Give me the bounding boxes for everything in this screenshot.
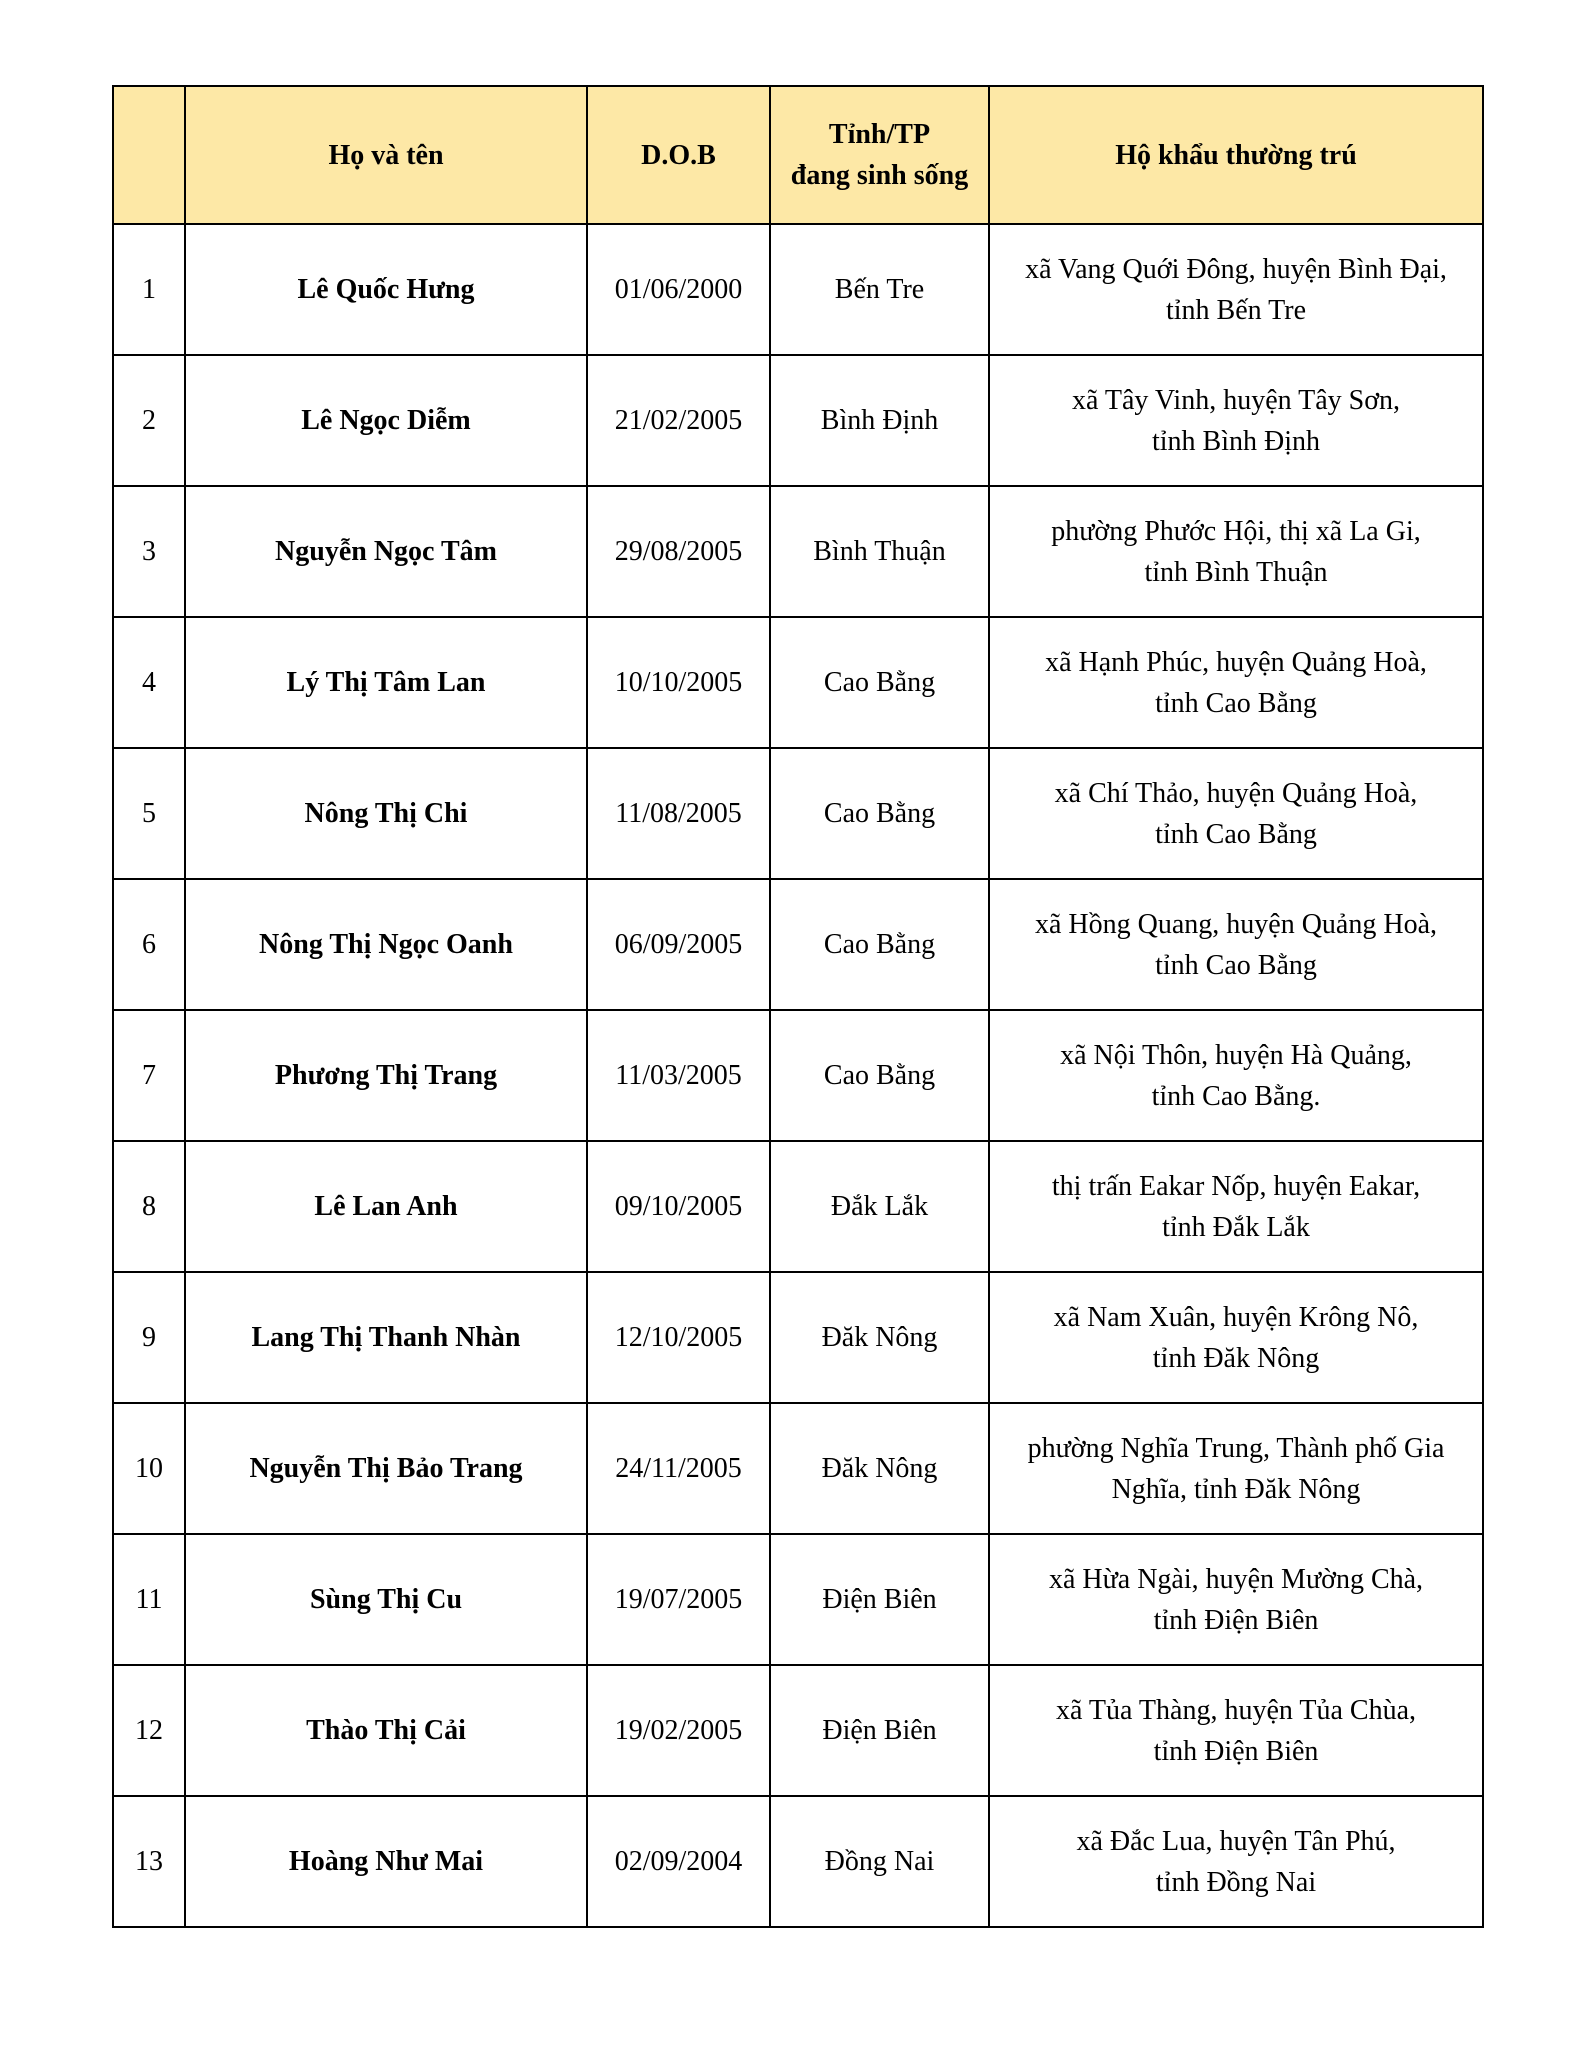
header-row [113,86,1483,224]
cell-address [989,1010,1483,1141]
cell-stt: 2 [113,355,185,486]
address-line2: tỉnh Bến Tre [1165,294,1307,326]
cell-name: Nông Thị Ngọc Oanh [185,879,587,1010]
address-line2: Nghĩa, tỉnh Đăk Nông [1111,1473,1361,1505]
address-line2: tỉnh Cao Bằng [1155,949,1317,981]
cell-province: Điện Biên [770,1534,989,1665]
cell-name: Hoàng Như Mai [185,1796,587,1927]
table-row [113,355,1483,486]
table-row [113,1403,1483,1534]
cell-stt: 11 [113,1534,185,1665]
cell-address [989,1141,1483,1272]
cell-stt: 13 [113,1796,185,1927]
cell-name: Lê Quốc Hưng [185,224,587,355]
address-line1: xã Tủa Thàng, huyện Tủa Chùa, [1055,1694,1417,1726]
address-line1: xã Nội Thôn, huyện Hà Quảng, [1060,1039,1412,1071]
address-line1: thị trấn Eakar Nốp, huyện Eakar, [1051,1170,1421,1202]
address-line1: xã Vang Quới Đông, huyện Bình Đại, [1025,253,1447,285]
cell-stt: 10 [113,1403,185,1534]
cell-address [989,748,1483,879]
cell-address [989,486,1483,617]
cell-stt: 1 [113,224,185,355]
table-row [113,748,1483,879]
header-stt [113,86,185,224]
cell-dob: 12/10/2005 [587,1272,770,1403]
header-province-line1: Tỉnh/TP [828,119,931,150]
cell-stt: 6 [113,879,185,1010]
cell-stt: 7 [113,1010,185,1141]
table-row [113,1272,1483,1403]
cell-stt: 9 [113,1272,185,1403]
header-dob: D.O.B [587,86,770,224]
address-line2: tỉnh Điện Biên [1153,1604,1319,1636]
cell-province: Cao Bằng [770,748,989,879]
cell-dob: 11/08/2005 [587,748,770,879]
cell-province: Bến Tre [770,224,989,355]
cell-dob: 29/08/2005 [587,486,770,617]
roster-table [112,85,1484,1928]
cell-address [989,1534,1483,1665]
cell-name: Thào Thị Cải [185,1665,587,1796]
header-address: Hộ khẩu thường trú [989,86,1483,224]
cell-stt: 5 [113,748,185,879]
cell-address [989,355,1483,486]
cell-name: Phương Thị Trang [185,1010,587,1141]
cell-dob: 09/10/2005 [587,1141,770,1272]
roster-body [113,224,1483,1927]
cell-province: Điện Biên [770,1665,989,1796]
header-name: Họ và tên [185,86,587,224]
cell-dob: 21/02/2005 [587,355,770,486]
address-line2: tỉnh Đồng Nai [1155,1866,1317,1898]
cell-name: Nguyễn Ngọc Tâm [185,486,587,617]
address-line1: xã Chí Thảo, huyện Quảng Hoà, [1054,777,1418,809]
table-row [113,1796,1483,1927]
address-line1: xã Hừa Ngài, huyện Mường Chà, [1048,1563,1424,1595]
cell-province: Đăk Nông [770,1403,989,1534]
address-line1: xã Tây Vinh, huyện Tây Sơn, [1071,384,1401,416]
table-row [113,1010,1483,1141]
table-row [113,1534,1483,1665]
cell-province: Cao Bằng [770,617,989,748]
address-line1: xã Hồng Quang, huyện Quảng Hoà, [1034,908,1438,940]
address-line1: phường Nghĩa Trung, Thành phố Gia [1027,1432,1445,1464]
cell-name: Lý Thị Tâm Lan [185,617,587,748]
cell-province: Đồng Nai [770,1796,989,1927]
cell-dob: 24/11/2005 [587,1403,770,1534]
table-row [113,486,1483,617]
header-province [770,86,989,224]
cell-stt: 3 [113,486,185,617]
address-line2: tỉnh Đăk Nông [1152,1342,1320,1374]
cell-province: Đăk Nông [770,1272,989,1403]
cell-province: Cao Bằng [770,1010,989,1141]
address-line2: tỉnh Cao Bằng [1155,818,1317,850]
cell-dob: 01/06/2000 [587,224,770,355]
table-row [113,617,1483,748]
cell-dob: 02/09/2004 [587,1796,770,1927]
cell-address [989,617,1483,748]
address-line2: tỉnh Bình Định [1151,425,1320,457]
table-row [113,1141,1483,1272]
cell-dob: 10/10/2005 [587,617,770,748]
cell-name: Lê Lan Anh [185,1141,587,1272]
address-line2: tỉnh Bình Thuận [1144,556,1328,588]
header-province-line2: đang sinh sống [790,160,969,191]
cell-province: Cao Bằng [770,879,989,1010]
cell-dob: 19/02/2005 [587,1665,770,1796]
cell-stt: 8 [113,1141,185,1272]
cell-name: Sùng Thị Cu [185,1534,587,1665]
cell-name: Nông Thị Chi [185,748,587,879]
cell-address [989,879,1483,1010]
table-row [113,879,1483,1010]
cell-address [989,1665,1483,1796]
cell-dob: 11/03/2005 [587,1010,770,1141]
cell-name: Lê Ngọc Diễm [185,355,587,486]
address-line1: xã Nam Xuân, huyện Krông Nô, [1053,1301,1419,1333]
table-row [113,1665,1483,1796]
address-line1: phường Phước Hội, thị xã La Gi, [1051,515,1421,547]
cell-stt: 4 [113,617,185,748]
address-line1: xã Hạnh Phúc, huyện Quảng Hoà, [1045,646,1427,678]
cell-address [989,1272,1483,1403]
cell-name: Nguyễn Thị Bảo Trang [185,1403,587,1534]
address-line2: tỉnh Cao Bằng. [1151,1080,1321,1112]
address-line2: tỉnh Điện Biên [1153,1735,1319,1767]
cell-address [989,224,1483,355]
cell-province: Đắk Lắk [770,1141,989,1272]
cell-province: Bình Định [770,355,989,486]
address-line1: xã Đắc Lua, huyện Tân Phú, [1076,1825,1396,1857]
cell-address [989,1796,1483,1927]
cell-province: Bình Thuận [770,486,989,617]
cell-address [989,1403,1483,1534]
cell-dob: 19/07/2005 [587,1534,770,1665]
address-line2: tỉnh Đắk Lắk [1162,1211,1310,1243]
cell-stt: 12 [113,1665,185,1796]
cell-name: Lang Thị Thanh Nhàn [185,1272,587,1403]
table-row [113,224,1483,355]
address-line2: tỉnh Cao Bằng [1155,687,1317,719]
cell-dob: 06/09/2005 [587,879,770,1010]
